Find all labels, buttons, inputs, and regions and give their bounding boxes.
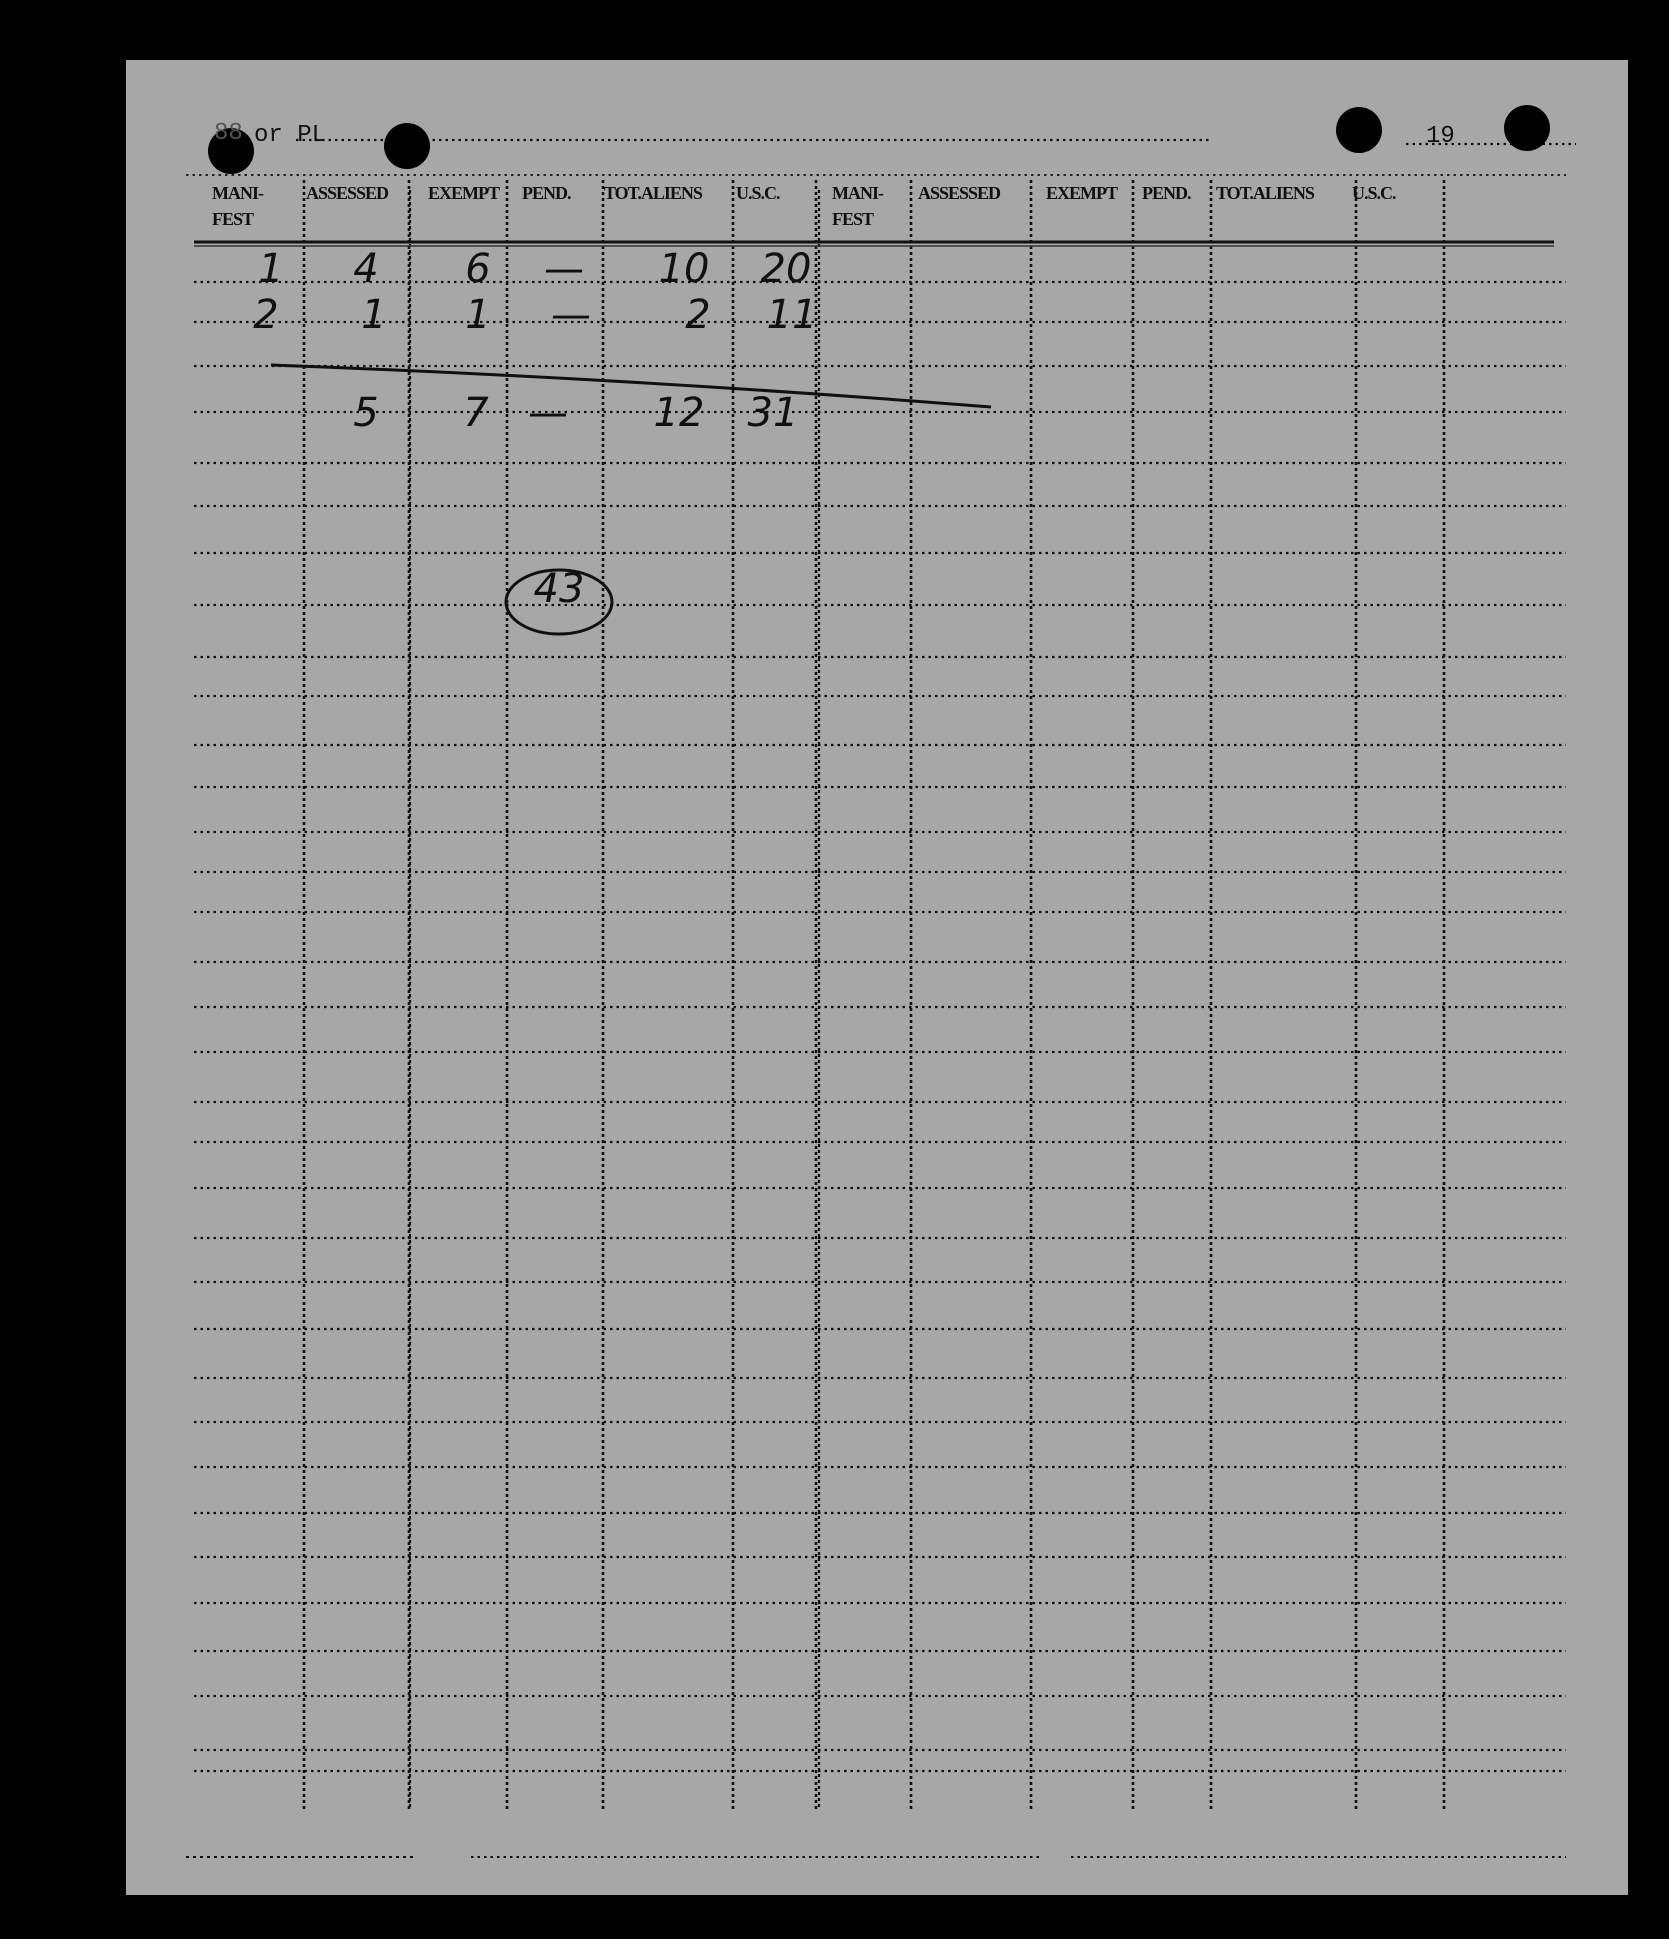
col-header-assessed-1: ASSESSED [306, 183, 389, 203]
total-assessed: 5 [353, 390, 379, 436]
header-right-label: 19 [1426, 123, 1455, 150]
circled-note: 43 [533, 566, 585, 612]
total-pend: — [528, 390, 568, 436]
form-grid [126, 60, 1628, 1895]
punch-hole-3 [1336, 107, 1382, 153]
form-sheet [126, 60, 1628, 1895]
col-header-exempt-1: EXEMPT [428, 183, 500, 203]
total-exempt: 7 [463, 390, 489, 436]
total-usc: 31 [747, 390, 799, 436]
row1-pend: — [544, 246, 584, 292]
col-header-assessed-2: ASSESSED [918, 183, 1001, 203]
row2-tot-aliens: 2 [685, 292, 711, 338]
row2-usc: 11 [766, 292, 818, 338]
row2-pend: — [551, 292, 591, 338]
col-header-pend-1: PEND. [522, 183, 571, 203]
row2-assessed: 1 [361, 292, 387, 338]
col-header-pend-2: PEND. [1142, 183, 1191, 203]
header-left-label: or PL [254, 122, 327, 149]
row1-manifest: 1 [258, 246, 284, 292]
row1-usc: 20 [760, 246, 812, 292]
handwritten-total-line [271, 365, 991, 407]
row2-manifest: 2 [253, 292, 279, 338]
col-header-manifest-2: MANI- FEST [832, 183, 883, 229]
col-header-usc-2: U.S.C. [1352, 183, 1396, 203]
punch-hole-2 [384, 123, 430, 169]
row1-assessed: 4 [353, 246, 379, 292]
row1-tot-aliens: 10 [658, 246, 710, 292]
col-header-tot-aliens-1: TOT.ALIENS [604, 183, 702, 203]
row1-exempt: 6 [465, 246, 491, 292]
header-prefix: 88 [214, 120, 243, 147]
col-header-usc-1: U.S.C. [736, 183, 780, 203]
total-tot-aliens: 12 [653, 390, 705, 436]
col-header-exempt-2: EXEMPT [1046, 183, 1118, 203]
col-header-manifest-1: MANI- FEST [212, 183, 263, 229]
col-header-tot-aliens-2: TOT.ALIENS [1216, 183, 1314, 203]
punch-hole-4 [1504, 105, 1550, 151]
row2-exempt: 1 [465, 292, 491, 338]
